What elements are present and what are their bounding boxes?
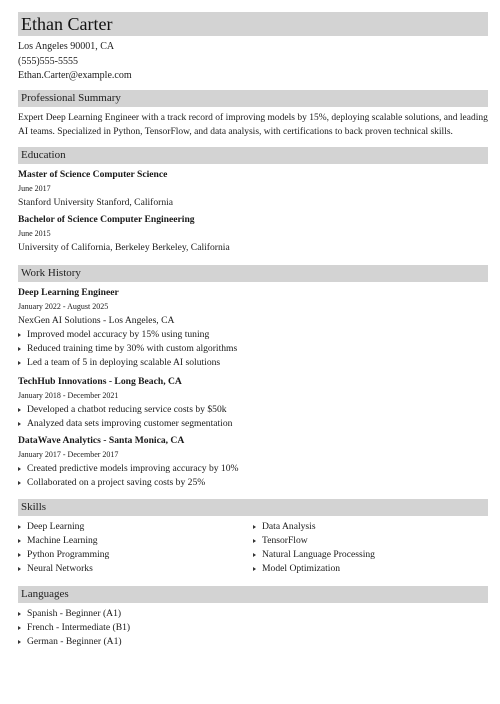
section-header-languages: Languages — [18, 586, 488, 603]
contact-email: Ethan.Carter@example.com — [18, 70, 132, 81]
job-company: NexGen AI Solutions - Los Angeles, CA — [18, 315, 175, 326]
school: University of California, Berkeley Berkeley, California — [18, 242, 230, 253]
list-item: Collaborated on a project saving costs by 25% — [18, 476, 488, 490]
section-header-education: Education — [18, 147, 488, 164]
contact-block — [18, 40, 132, 84]
job-title: DataWave Analytics - Santa Monica, CA — [18, 435, 185, 446]
job-bullets — [18, 328, 488, 370]
list-item: Spanish - Beginner (A1) — [18, 607, 488, 621]
school: Stanford University Stanford, California — [18, 197, 174, 208]
bullet-icon — [18, 640, 21, 644]
skills-column-left — [18, 520, 248, 576]
job-entry — [18, 286, 488, 370]
list-item: Improved model accuracy by 15% using tuning — [18, 328, 488, 342]
skills-list — [253, 520, 483, 576]
list-item: Neural Networks — [18, 562, 248, 576]
degree: Bachelor of Science Computer Engineering — [18, 214, 195, 225]
job-bullets — [18, 462, 488, 490]
list-item: Machine Learning — [18, 534, 248, 548]
bullet-icon — [18, 361, 21, 365]
bullet-icon — [18, 481, 21, 485]
bullet-icon — [18, 626, 21, 630]
degree: Master of Science Computer Science — [18, 169, 168, 180]
list-item: Created predictive models improving accuracy by 10% — [18, 462, 488, 476]
bullet-icon — [253, 539, 256, 543]
education-date: June 2017 — [18, 184, 51, 193]
list-item: Data Analysis — [253, 520, 483, 534]
bullet-icon — [18, 333, 21, 337]
list-item: German - Beginner (A1) — [18, 635, 488, 649]
summary-text: Expert Deep Learning Engineer with a track record of improving models by 15%, deploying scalable solutions, and leading AI teams. Specialized in Python, TensorFlow, and data analysis, with certifications to back proven technical skills. — [18, 113, 488, 137]
skills-list — [18, 520, 248, 576]
bullet-icon — [253, 525, 256, 529]
bullet-icon — [18, 553, 21, 557]
list-item: Developed a chatbot reducing service costs by $50k — [18, 403, 488, 417]
bullet-icon — [18, 408, 21, 412]
list-item: Deep Learning — [18, 520, 248, 534]
list-item: Led a team of 5 in deploying scalable AI solutions — [18, 356, 488, 370]
section-header-skills: Skills — [18, 499, 488, 516]
bullet-icon — [253, 553, 256, 557]
job-date: January 2022 - August 2025 — [18, 302, 109, 311]
education-entry — [18, 213, 488, 255]
list-item: Natural Language Processing — [253, 548, 483, 562]
education-date: June 2015 — [18, 229, 51, 238]
job-entry — [18, 375, 488, 431]
bullet-icon — [253, 567, 256, 571]
job-date: January 2018 - December 2021 — [18, 391, 119, 400]
languages-block — [18, 607, 488, 649]
bullet-icon — [18, 467, 21, 471]
contact-phone: (555)555-5555 — [18, 55, 78, 67]
candidate-name: Ethan Carter — [18, 12, 488, 36]
bullet-icon — [18, 539, 21, 543]
bullet-icon — [18, 422, 21, 426]
bullet-icon — [18, 525, 21, 529]
list-item: Analyzed data sets improving customer segmentation — [18, 417, 488, 431]
skills-column-right — [253, 520, 483, 576]
job-title: TechHub Innovations - Long Beach, CA — [18, 376, 182, 387]
job-date: January 2017 - December 2017 — [18, 450, 119, 459]
job-title: Deep Learning Engineer — [18, 287, 119, 298]
languages-list — [18, 607, 488, 649]
contact-address: Los Angeles 90001, CA — [18, 41, 115, 52]
list-item: Reduced training time by 30% with custom algorithms — [18, 342, 488, 356]
education-entry — [18, 168, 488, 210]
bullet-icon — [18, 612, 21, 616]
list-item: French - Intermediate (B1) — [18, 621, 488, 635]
section-header-work: Work History — [18, 265, 488, 282]
list-item: TensorFlow — [253, 534, 483, 548]
section-header-summary: Professional Summary — [18, 90, 488, 107]
bullet-icon — [18, 567, 21, 571]
job-entry — [18, 434, 488, 490]
bullet-icon — [18, 347, 21, 351]
list-item: Model Optimization — [253, 562, 483, 576]
job-bullets — [18, 403, 488, 431]
list-item: Python Programming — [18, 548, 248, 562]
